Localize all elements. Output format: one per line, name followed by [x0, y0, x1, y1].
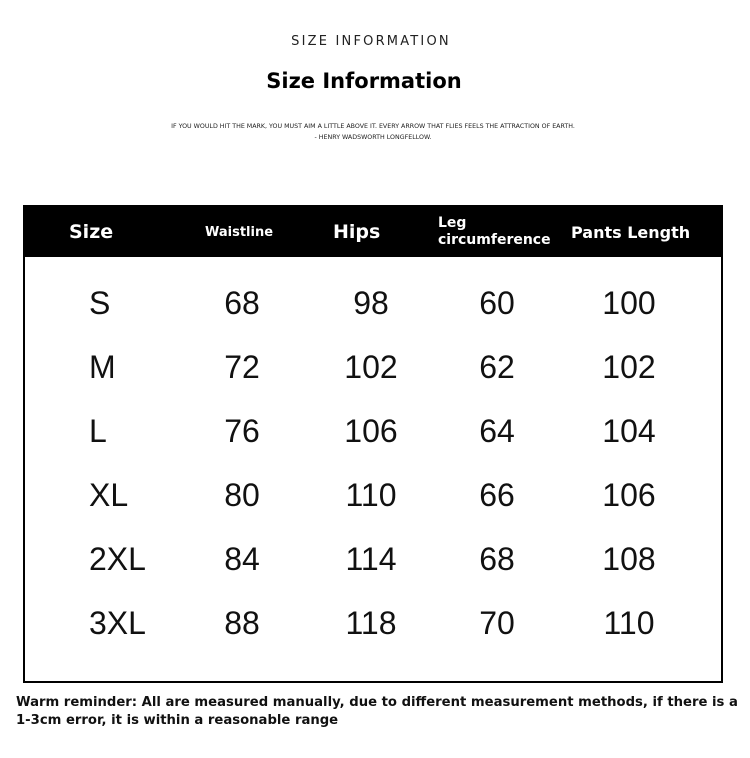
cell-leg: 64 [479, 413, 515, 449]
cell-size: M [89, 349, 116, 385]
cell-hips: 102 [344, 349, 398, 385]
cell-pants-length: 104 [602, 413, 656, 449]
cell-leg: 62 [479, 349, 515, 385]
quote-text: IF YOU WOULD HIT THE MARK, YOU MUST AIM A LITTLE ABOVE IT. EVERY ARROW THAT FLIES FEELS THE ATTRACTION OF EARTH. [171, 123, 575, 130]
quote-author: - HENRY WADSWORTH LONGFELLOW. [314, 134, 432, 141]
cell-size: L [89, 413, 107, 449]
cell-waistline: 88 [224, 605, 260, 641]
cell-waistline: 76 [224, 413, 260, 449]
cell-hips: 114 [345, 541, 397, 577]
cell-waistline: 84 [224, 541, 260, 577]
header-leg-circumference: Leg circumference [438, 215, 551, 248]
page-title: Size Information [266, 69, 462, 93]
header-hips: Hips [333, 221, 381, 243]
cell-pants-length: 108 [602, 541, 656, 577]
cell-size: XL [89, 477, 129, 513]
cell-leg: 68 [479, 541, 515, 577]
cell-pants-length: 110 [603, 605, 655, 641]
header-pants-length: Pants Length [571, 222, 691, 242]
cell-waistline: 72 [224, 349, 260, 385]
top-label: SIZE INFORMATION [291, 34, 451, 49]
cell-size: 2XL [89, 541, 146, 577]
cell-pants-length: 102 [602, 349, 656, 385]
cell-leg: 60 [479, 285, 515, 321]
table-row [25, 335, 721, 399]
cell-leg: 70 [479, 605, 515, 641]
cell-size: 3XL [89, 605, 146, 641]
cell-pants-length: 106 [602, 477, 656, 513]
size-table [23, 205, 723, 683]
cell-hips: 110 [345, 477, 397, 513]
cell-hips: 118 [345, 605, 397, 641]
header-waistline: Waistline [205, 224, 274, 240]
table-row [25, 463, 721, 527]
header-size: Size [69, 221, 114, 243]
cell-waistline: 80 [224, 477, 260, 513]
cell-leg: 66 [479, 477, 515, 513]
cell-pants-length: 100 [602, 285, 656, 321]
table-row [25, 591, 721, 655]
table-row [25, 399, 721, 463]
table-row [25, 527, 721, 591]
cell-waistline: 68 [224, 285, 260, 321]
table-row [25, 271, 721, 335]
cell-hips: 106 [344, 413, 398, 449]
cell-hips: 98 [353, 285, 389, 321]
cell-size: S [89, 285, 111, 321]
warm-reminder-note: Warm reminder: All are measured manually, due to different measurement methods, if there is a 1-3cm error, it is within a reasonable range [16, 695, 738, 728]
table-header [25, 207, 721, 257]
